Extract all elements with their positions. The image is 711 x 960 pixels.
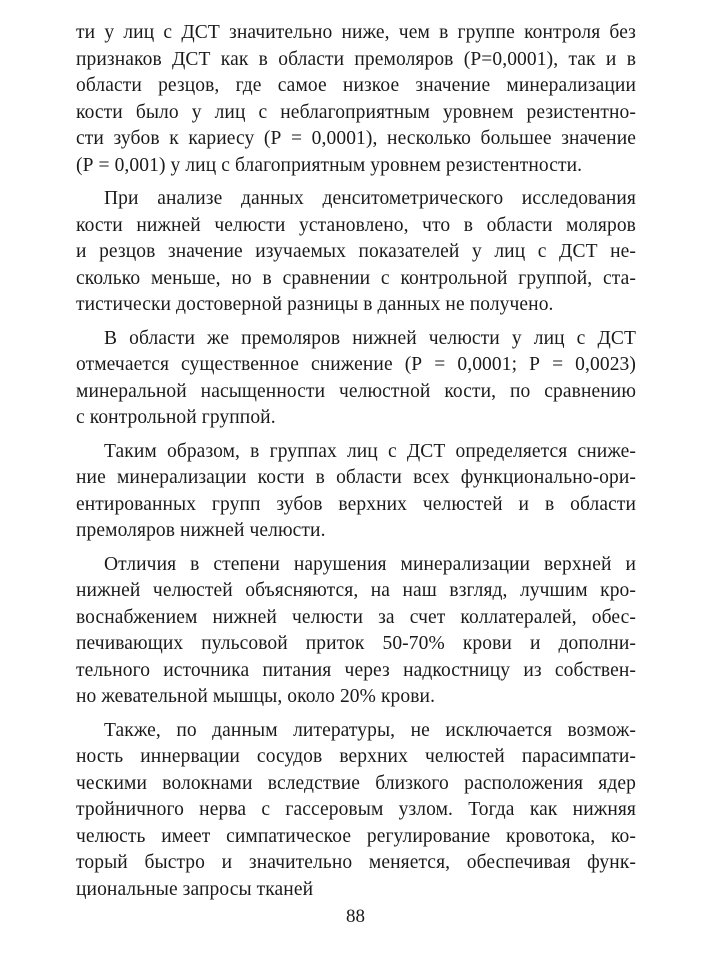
text-line: минеральной насыщенности челюстной кости, по сравнению [76,380,636,402]
paragraph-5 [76,552,636,711]
text-line: торый быстро и значительно меняется, обеспечивая функ- [76,852,636,873]
text-line: (Р = 0,001) у лиц с благоприятным уровнем резистентности. [76,154,583,176]
text-line: сколько меньше, но в сравнении с контрольной группой, ста- [76,267,636,289]
text-line: циональные запросы тканей [76,878,314,900]
paragraph-4 [76,439,636,545]
text-line: ческими волокнами вследствие близкого расположения ядер [76,772,636,794]
text-line: челюсть имеет симпатическое регулирование кровотока, ко- [76,825,636,847]
text-line: отмечается существенное снижение (Р = 0,0001; Р = 0,0023) [76,354,636,375]
text-line: сти зубов к кариесу (Р = 0,0001), несколько большее значение [76,128,636,149]
text-line: с контрольной группой. [76,407,276,428]
page-body [76,20,636,910]
text-line: ние минерализации кости в области всех функционально-ори- [76,467,636,488]
text-line: признаков ДСТ как в области премоляров (Р=0,0001), так и в [76,48,636,70]
text-line: нижней челюстей объясняются, на наш взгляд, лучшим кро- [76,580,636,601]
paragraph-6 [76,718,636,904]
text-line: но жевательной мышцы, около 20% крови. [76,686,436,707]
text-line: тельного источника питания через надкостницу из собствен- [76,659,636,681]
text-line: ентированных групп зубов верхних челюстей и в области [76,493,636,515]
text-line: кости было у лиц с неблагоприятным уровнем резистентно- [76,101,636,123]
text-line: тройничного нерва с гассеровым узлом. Тогда как нижняя [76,799,636,820]
text-line: воснабжением нижней челюсти за счет коллатералей, обес- [76,606,636,628]
text-line: премоляров нижней челюсти. [76,520,326,541]
text-line: Таким образом, в группах лиц с ДСТ определяется сниже- [104,440,636,462]
page-number: 88 [346,906,365,927]
text-line: тистически достоверной разницы в данных не получено. [76,294,554,315]
text-line: печивающих пульсовой приток 50-70% крови и дополни- [76,633,636,654]
text-line: Также, по данным литературы, не исключается возмож- [104,719,636,741]
text-line: и резцов значение изучаемых показателей у лиц с ДСТ не- [76,241,636,262]
text-line: кости нижней челюсти установлено, что в области моляров [76,214,636,236]
paragraph-3 [76,326,636,432]
text-line: В области же премоляров нижней челюсти у лиц с ДСТ [104,327,636,349]
text-line: области резцов, где самое низкое значение минерализации [76,75,636,96]
paragraph-2 [76,186,636,319]
text-line: ность иннервации сосудов верхних челюстей парасимпати- [76,746,636,767]
text-line: Отличия в степени нарушения минерализации верхней и [104,553,636,575]
text-line: ти у лиц с ДСТ значительно ниже, чем в группе контроля без [76,22,636,43]
text-line: При анализе данных денситометрического исследования [104,188,636,209]
paragraph-1 [76,20,636,179]
